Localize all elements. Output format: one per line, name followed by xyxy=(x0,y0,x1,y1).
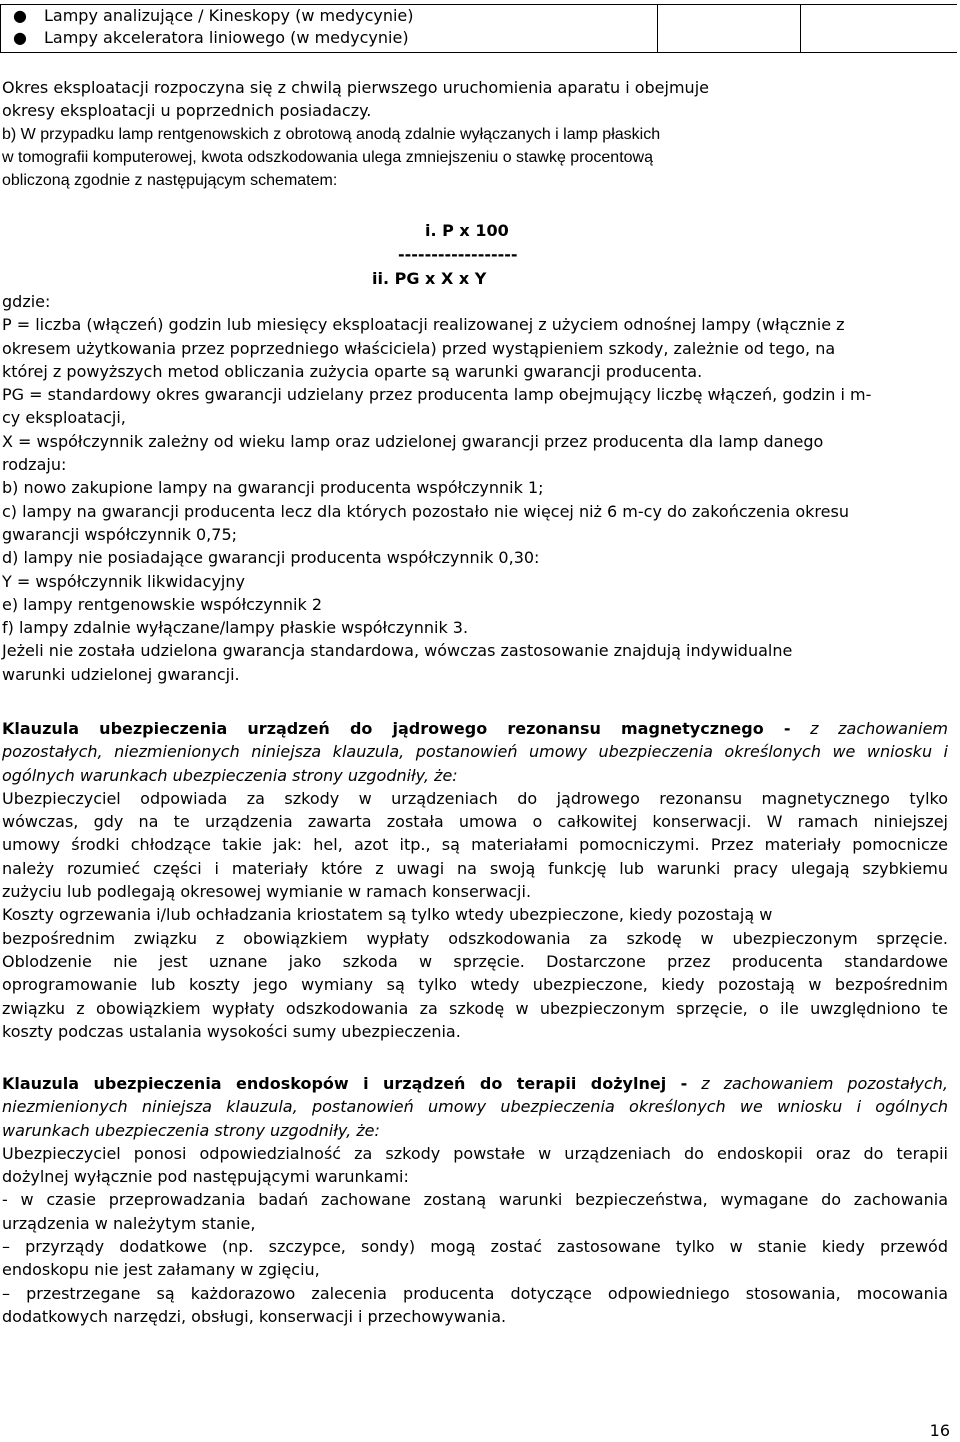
clause-heading-line xyxy=(2,717,948,740)
empty-cell xyxy=(801,5,958,53)
text-line xyxy=(2,1095,948,1118)
text-line: e) lampy rentgenowskie współczynnik 2 xyxy=(2,594,323,614)
clause-intro: ogólnych warunkach ubezpieczenia strony uzgodniły, że: xyxy=(2,765,458,785)
text-line: rodzaju: xyxy=(2,455,67,475)
text-line: b) nowo zakupione lampy na gwarancji producenta współczynnik 1; xyxy=(2,478,544,498)
text-line: P = liczba (włączeń) godzin lub miesięcy eksploatacji realizowanej z użyciem odnośnej lampy (włącznie z xyxy=(2,315,845,335)
text-line: Y = współczynnik likwidacyjny xyxy=(2,571,245,591)
text-line: Koszty ogrzewania i/lub ochładzania kriostatem są tylko wtedy ubezpieczone, kiedy pozostają w xyxy=(2,905,773,925)
text-line: endoskopu nie jest załamany w zgięciu, xyxy=(2,1260,320,1280)
clause-mri xyxy=(2,717,948,1043)
empty-cell xyxy=(658,5,801,53)
text-line: warunki udzielonej gwarancji. xyxy=(2,664,240,684)
lamp-table xyxy=(0,4,957,53)
clause-endoscopes xyxy=(2,1072,948,1328)
text-line: c) lampy na gwarancji producenta lecz dla których pozostało nie więcej niż 6 m-cy do zakończenia okresu xyxy=(2,501,849,521)
text-line: umowy środki chłodzące takie jak: hel, azot itp., są materiałami pomocniczymi. Przez materiały pomocnicze xyxy=(2,835,948,855)
text-line: - w czasie przeprowadzania badań zachowane zostaną warunki bezpieczeństwa, wymagane do zachowania xyxy=(2,1190,948,1210)
clause-intro: z zachowaniem xyxy=(810,719,948,738)
text-line: której z powyższych metod obliczania zużycia oparte są warunki gwarancji producenta. xyxy=(2,361,703,381)
text-line: d) lampy nie posiadające gwarancji producenta współczynnik 0,30: xyxy=(2,548,540,568)
lamp-list-cell xyxy=(1,5,658,53)
text-line: Oblodzenie nie jest uznane jako szkoda w sprzęcie. Dostarczone przez producenta standardowe xyxy=(2,951,948,971)
para-definitions xyxy=(2,290,948,686)
text-line: w tomografii komputerowej, kwota odszkodowania ulega zmniejszeniu o stawkę procentową xyxy=(2,148,653,166)
text-line: urządzenia w należytym stanie, xyxy=(2,1213,256,1233)
text-line: Jeżeli nie została udzielona gwarancja standardowa, wówczas zastosowanie znajdują indywidualne xyxy=(2,641,793,661)
list-item xyxy=(13,5,657,27)
text-line xyxy=(2,740,948,763)
text-line: wówczas, gdy na te urządzenia zawarta została umowa o całkowitej konserwacji. W ramach niniejszej xyxy=(2,812,948,832)
text-line: dodatkowych narzędzi, obsługi, konserwacji i przechowywania. xyxy=(2,1306,507,1326)
clause-intro: pozostałych, niezmienionych niniejsza klauzula, postanowień umowy ubezpieczenia określonych we wniosku i xyxy=(2,742,948,762)
text-line: koszty podczas ustalania wysokości sumy ubezpieczenia. xyxy=(2,1021,461,1041)
list-item-text: Lampy analizujące / Kineskopy (w medycynie) xyxy=(44,6,414,25)
bullet-icon: ● xyxy=(13,28,27,47)
clause-intro: warunkach ubezpieczenia strony uzgodniły, że: xyxy=(2,1120,380,1140)
text-line: dożylnej wyłącznie pod następującymi warunkami: xyxy=(2,1167,409,1187)
text-line: obliczoną zgodnie z następującym schematem: xyxy=(2,172,338,190)
text-line: Okres eksploatacji rozpoczyna się z chwilą pierwszego uruchomienia aparatu i obejmuje xyxy=(2,78,709,97)
text-line: b) W przypadku lamp rentgenowskich z obrotową anodą zdalnie wyłączanych i lamp płaskich xyxy=(2,125,661,143)
text-line: gwarancji współczynnik 0,75; xyxy=(2,524,238,544)
formula-denominator: ii. PG x X x Y xyxy=(372,269,487,288)
text-line: gdzie: xyxy=(2,292,51,311)
clause-title: Klauzula ubezpieczenia urządzeń do jądrowego rezonansu magnetycznego - xyxy=(2,719,791,738)
list-item-text: Lampy akceleratora liniowego (w medycynie) xyxy=(44,28,409,47)
text-line: X = współczynnik zależny od wieku lamp oraz udzielonej gwarancji przez producenta dla lamp danego xyxy=(2,431,824,451)
text-line: PG = standardowy okres gwarancji udzielany przez producenta lamp obejmujący liczbę włączeń, godzin i m- xyxy=(2,385,872,405)
text-line: cy eksploatacji, xyxy=(2,408,126,428)
text-line: okresy eksploatacji u poprzednich posiadaczy. xyxy=(2,101,372,121)
page-number: 16 xyxy=(929,1421,950,1440)
formula-fraction-line: ------------------ xyxy=(398,245,518,264)
text-line xyxy=(2,1119,948,1142)
text-line: należy rozumieć części i materiały które z uwagi na swoją funkcję lub warunki pracy ulegają szybkiemu xyxy=(2,858,948,878)
text-line: bezpośrednim związku z obowiązkiem wypłaty odszkodowania za szkodę w ubezpieczonym sprzęcie. xyxy=(2,928,948,948)
clause-title: Klauzula ubezpieczenia endoskopów i urządzeń do terapii dożylnej - xyxy=(2,1074,688,1093)
clause-heading-line xyxy=(2,1072,948,1095)
text-line: związku z obowiązkiem wypłaty odszkodowania za szkodę w ubezpieczonym sprzęcie, o ile uwzględniono te xyxy=(2,998,948,1018)
lamp-list xyxy=(1,5,657,49)
text-line: – przestrzegane są każdorazowo zalecenia producenta dotyczące odpowiedniego stosowania, mocowania xyxy=(2,1283,948,1303)
text-line: okresem użytkowania przez poprzedniego właściciela) przed wystąpieniem szkody, zależnie od tego, na xyxy=(2,338,836,358)
clause-intro: z zachowaniem pozostałych, xyxy=(701,1074,948,1093)
text-line: – przyrządy dodatkowe (np. szczypce, sondy) mogą zostać zastosowane tylko w stanie kiedy przewód xyxy=(2,1237,948,1257)
text-line: Ubezpieczyciel odpowiada za szkody w urządzeniach do jądrowego rezonansu magnetycznego tylko xyxy=(2,788,948,808)
formula-numerator: i. P x 100 xyxy=(425,221,509,240)
list-item xyxy=(13,27,657,49)
text-line: f) lampy zdalnie wyłączane/lampy płaskie współczynnik 3. xyxy=(2,618,469,638)
clause-intro: niezmienionych niniejsza klauzula, postanowień umowy ubezpieczenia określonych we wniosku i ogólnych xyxy=(2,1097,948,1117)
text-line: oprogramowanie lub koszty jego wymiany są tylko wtedy ubezpieczone, kiedy pozostają w bezpośrednim xyxy=(2,975,948,995)
bullet-icon: ● xyxy=(13,6,27,25)
text-line: Ubezpieczyciel ponosi odpowiedzialność za szkody powstałe w urządzeniach do endoskopii oraz do terapii xyxy=(2,1143,948,1163)
text-line: zużyciu lub podlegają okresowej wymianie w ramach konserwacji. xyxy=(2,882,532,902)
para-exploitation xyxy=(2,76,948,192)
text-line xyxy=(2,764,948,787)
